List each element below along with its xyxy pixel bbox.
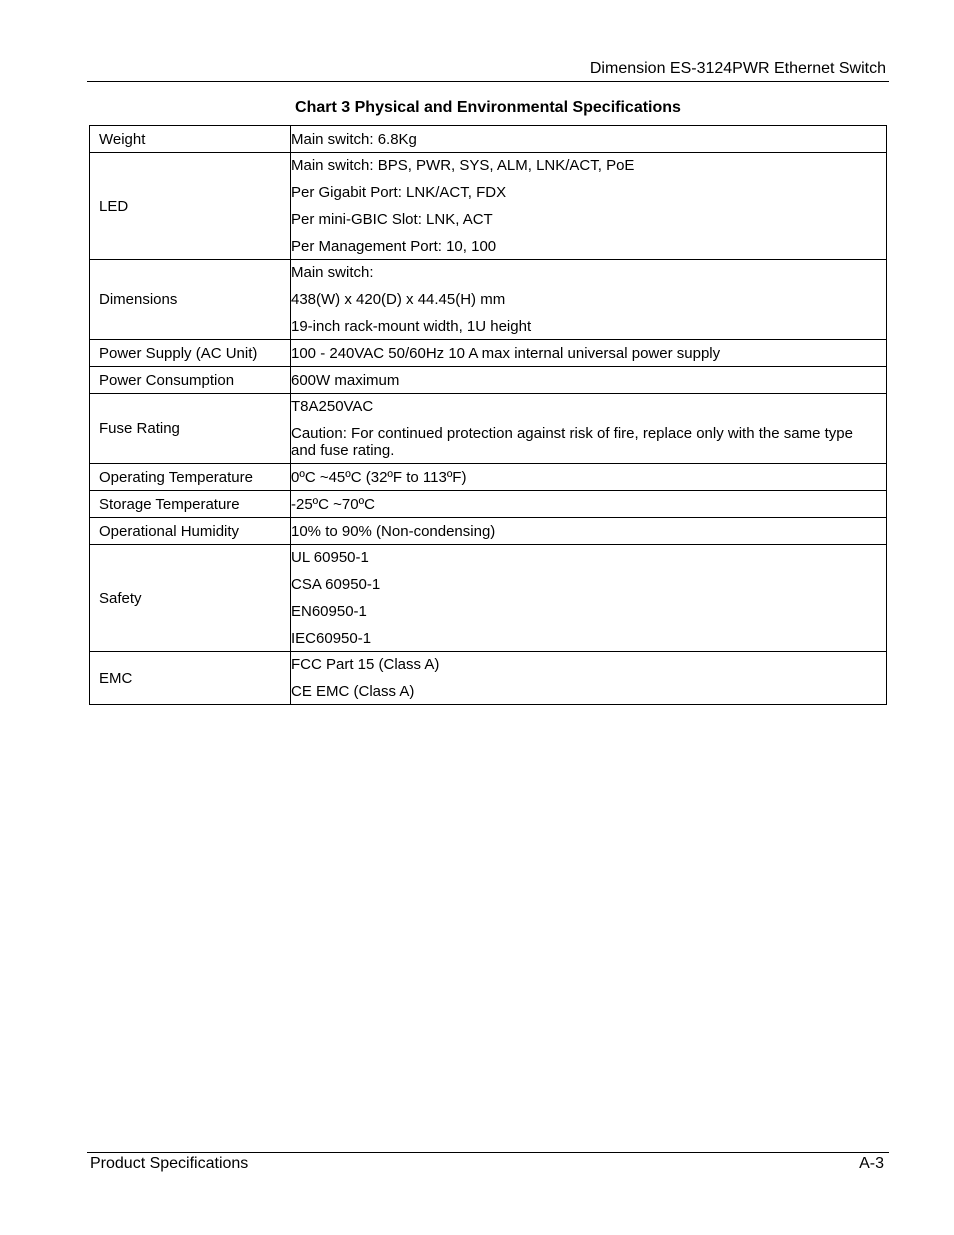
table-row bbox=[90, 126, 887, 153]
footer-divider bbox=[87, 1152, 889, 1153]
spec-label: Safety bbox=[90, 545, 291, 652]
spec-value: Caution: For continued protection against risk of fire, replace only with the same type and fuse rating. bbox=[291, 425, 853, 459]
spec-value: CE EMC (Class A) bbox=[291, 683, 415, 700]
spec-label: Power Supply (AC Unit) bbox=[90, 340, 291, 367]
table-row bbox=[90, 394, 887, 464]
spec-value-cell bbox=[291, 464, 887, 491]
footer-section-title: Product Specifications bbox=[90, 1155, 249, 1172]
spec-value: Main switch: BPS, PWR, SYS, ALM, LNK/ACT, PoE bbox=[291, 157, 635, 174]
spec-label: EMC bbox=[90, 652, 291, 705]
spec-value: -25ºC ~70ºC bbox=[291, 495, 375, 513]
spec-value: 438(W) x 420(D) x 44.45(H) mm bbox=[291, 291, 506, 308]
table-row bbox=[90, 545, 887, 652]
table-row bbox=[90, 518, 887, 545]
spec-value: Per Management Port: 10, 100 bbox=[291, 238, 497, 255]
spec-value: FCC Part 15 (Class A) bbox=[291, 656, 440, 673]
spec-value: 100 - 240VAC 50/60Hz 10 A max internal universal power supply bbox=[291, 344, 721, 362]
spec-value-cell bbox=[291, 340, 887, 367]
table-row bbox=[90, 260, 887, 340]
spec-label: Operational Humidity bbox=[90, 518, 291, 545]
spec-label: Dimensions bbox=[90, 260, 291, 340]
spec-value: IEC60950-1 bbox=[291, 630, 372, 647]
table-row bbox=[90, 652, 887, 705]
specifications-table bbox=[89, 125, 887, 705]
spec-value-cell bbox=[291, 153, 887, 260]
spec-value-cell bbox=[291, 126, 887, 153]
table-row bbox=[90, 491, 887, 518]
spec-label: Fuse Rating bbox=[90, 394, 291, 464]
table-row bbox=[90, 153, 887, 260]
spec-value: T8A250VAC bbox=[291, 398, 374, 415]
table-row bbox=[90, 340, 887, 367]
table-row bbox=[90, 367, 887, 394]
spec-value: Per Gigabit Port: LNK/ACT, FDX bbox=[291, 184, 507, 201]
spec-label: Operating Temperature bbox=[90, 464, 291, 491]
spec-value: 10% to 90% (Non-condensing) bbox=[291, 522, 496, 540]
footer-page-number: A-3 bbox=[859, 1155, 884, 1172]
spec-value-cell bbox=[291, 652, 887, 705]
spec-value: Main switch: 6.8Kg bbox=[291, 130, 417, 148]
specifications-table-body bbox=[90, 126, 887, 705]
spec-value: UL 60950-1 bbox=[291, 549, 369, 566]
page-header-title: Dimension ES-3124PWR Ethernet Switch bbox=[589, 60, 886, 77]
spec-value: EN60950-1 bbox=[291, 603, 367, 620]
spec-value-cell bbox=[291, 545, 887, 652]
spec-value-cell bbox=[291, 367, 887, 394]
table-row bbox=[90, 464, 887, 491]
spec-value: 19-inch rack-mount width, 1U height bbox=[291, 318, 532, 335]
spec-value-cell bbox=[291, 518, 887, 545]
spec-value: CSA 60950-1 bbox=[291, 576, 381, 593]
spec-label: Power Consumption bbox=[90, 367, 291, 394]
spec-label: LED bbox=[90, 153, 291, 260]
spec-value-cell bbox=[291, 260, 887, 340]
spec-value: Main switch: bbox=[291, 264, 374, 281]
spec-value: 600W maximum bbox=[291, 371, 400, 389]
spec-value: Per mini-GBIC Slot: LNK, ACT bbox=[291, 211, 493, 228]
spec-value: 0ºC ~45ºC (32ºF to 113ºF) bbox=[291, 468, 467, 486]
spec-label: Storage Temperature bbox=[90, 491, 291, 518]
spec-value-cell bbox=[291, 394, 887, 464]
chart-caption: Chart 3 Physical and Environmental Specifications bbox=[295, 99, 681, 116]
spec-label: Weight bbox=[90, 126, 291, 153]
spec-value-cell bbox=[291, 491, 887, 518]
header-divider bbox=[87, 81, 889, 82]
